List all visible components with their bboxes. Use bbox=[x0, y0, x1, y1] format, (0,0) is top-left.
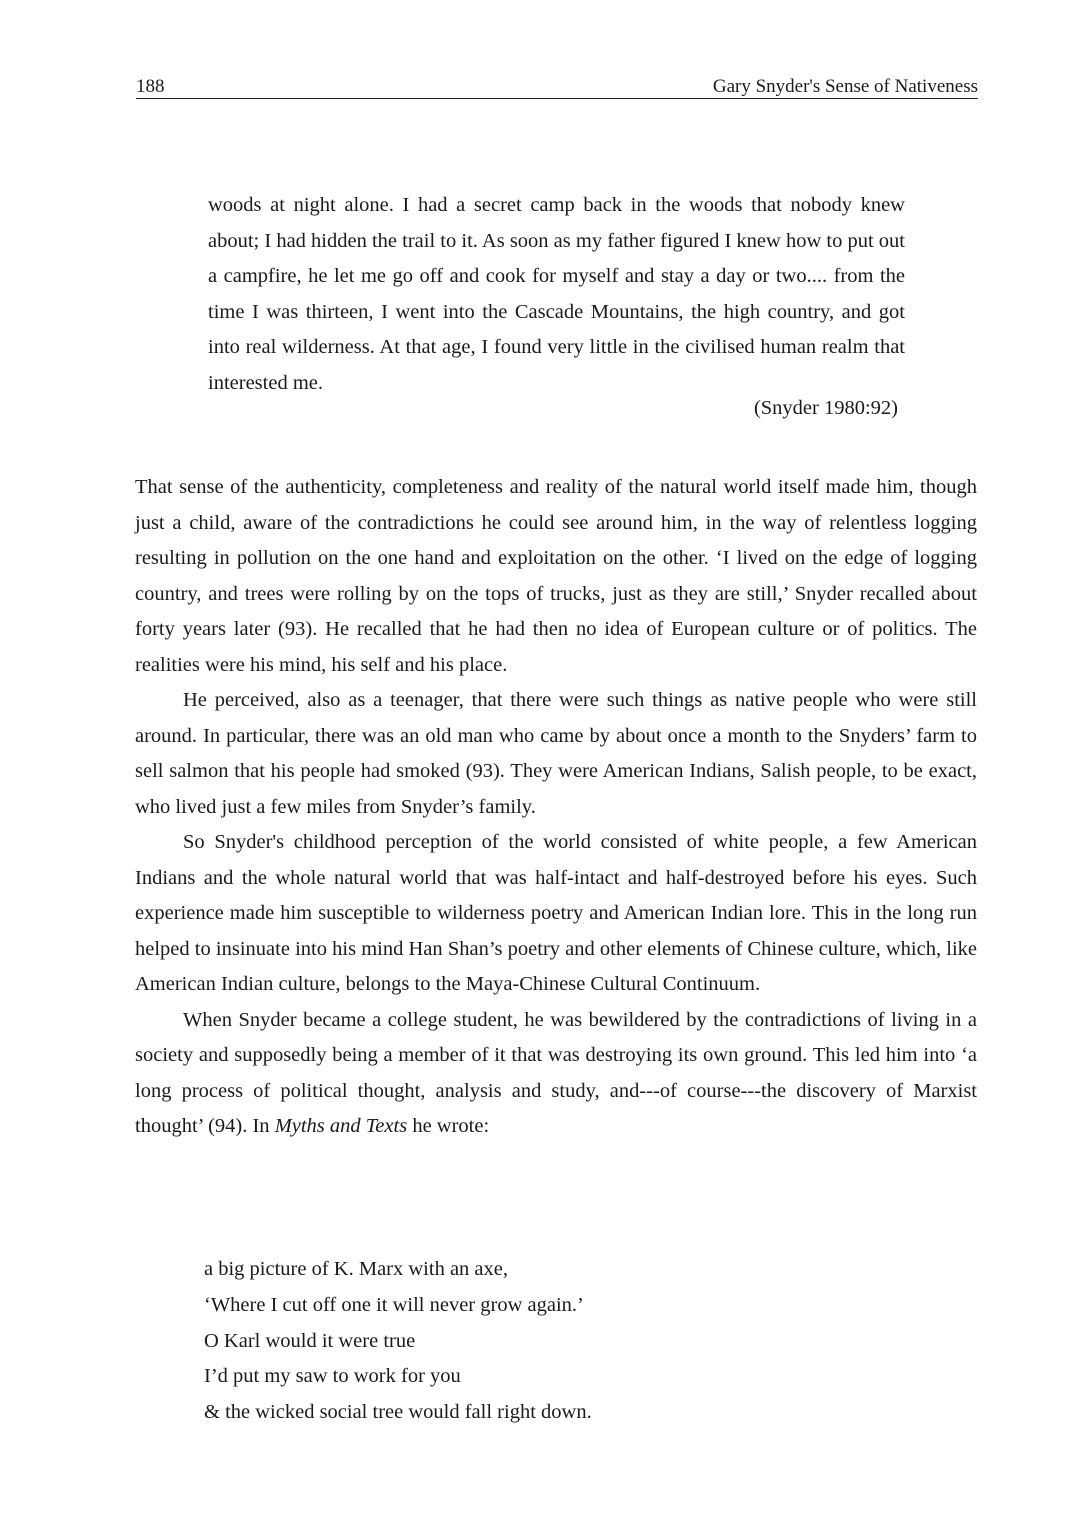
paragraph-text: he wrote: bbox=[407, 1115, 490, 1137]
paragraph bbox=[135, 1003, 977, 1145]
block-quote-text: woods at night alone. I had a secret camp back in the woods that nobody knew about; I had hidden the trail to it. As soon as my father figured I knew how to put out a campfire, he let me go off and cook for myself and stay a day or two.... from the time I was thirteen, I went into the Cascade Mountains, the high country, and got into real wilderness. At that age, I found very little in the civilised human realm that interested me. bbox=[208, 194, 905, 394]
poem-line: O Karl would it were true bbox=[204, 1329, 416, 1352]
page-number: 188 bbox=[136, 76, 165, 97]
body-text bbox=[135, 470, 977, 1145]
paragraph-text: When Snyder became a college student, he was bewildered by the contradictions of living in a society and supposedly being a member of it that was destroying its own ground. This led him into ‘a long process of political thought, analysis and study, and---of course---the discovery of Marxist thought’ (94). In bbox=[135, 1008, 977, 1137]
paragraph: He perceived, also as a teenager, that there were such things as native people who were still around. In particular, there was an old man who came by about once a month to the Snyders’ farm to sell salmon that his people had smoked (93). They were American Indians, Salish people, to be exact, who lived just a few miles from Snyder’s family. bbox=[135, 689, 977, 818]
poem-line: & the wicked social tree would fall right down. bbox=[204, 1401, 592, 1424]
poem-quote bbox=[204, 1252, 904, 1431]
paragraph: That sense of the authenticity, completeness and reality of the natural world itself made him, though just a child, aware of the contradictions he could see around him, in the way of relentless logging resulting in pollution on the one hand and exploitation on the other. ‘I lived on the edge of logging country, and trees were rolling by on the tops of trucks, just as they are still,’ Snyder recalled about forty years later (93). He recalled that he had then no idea of European culture or of politics. The realities were his mind, his self and his place. bbox=[135, 476, 977, 676]
poem-line: I’d put my saw to work for you bbox=[204, 1365, 461, 1388]
quote-citation: (Snyder 1980:92) bbox=[753, 397, 898, 419]
page-header bbox=[136, 72, 978, 99]
poem-line: a big picture of K. Marx with an axe, bbox=[204, 1258, 508, 1280]
running-title: Gary Snyder's Sense of Nativeness bbox=[712, 76, 978, 97]
book-title: Myths and Texts bbox=[274, 1115, 408, 1137]
paragraph: So Snyder's childhood perception of the world consisted of white people, a few American Indians and the whole natural world that was half-intact and half-destroyed before his eyes. Such experience made him susceptible to wilderness poetry and American Indian lore. This in the long run helped to insinuate into his mind Han Shan’s poetry and other elements of Chinese culture, which, like American Indian culture, belongs to the Maya-Chinese Cultural Continuum. bbox=[135, 831, 977, 995]
block-quote bbox=[208, 188, 905, 401]
poem-line: ‘Where I cut off one it will never grow again.’ bbox=[204, 1293, 584, 1316]
